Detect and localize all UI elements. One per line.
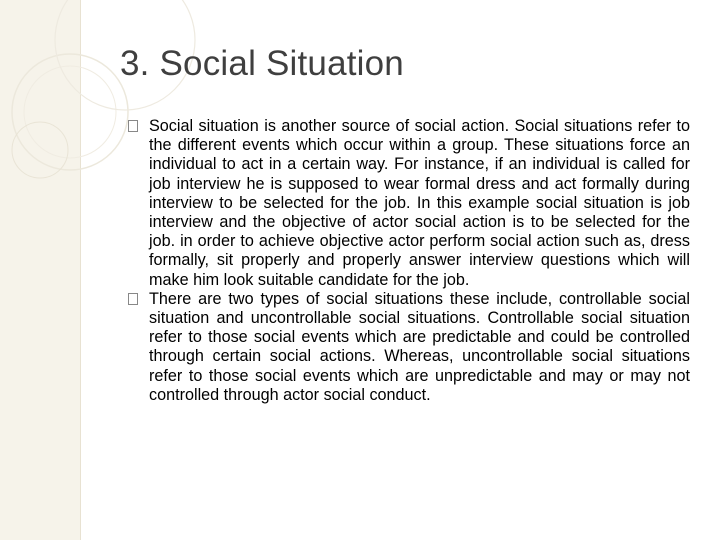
bullet-box-icon [128,120,138,132]
bullet-item [128,117,690,290]
bullet-text: Social situation is another source of social action. Social situations refer to the different events which occur within a group. These situations force an individual to act in a certain way. For instance, if an individual is called for job interview he is supposed to wear formal dress and act formally during interview to be selected for the job. In this example social situation is job interview and the objective of actor social action is to be selected for the job. in order to achieve objective actor perform social action such as, dress formally, sit properly and properly answer interview questions which will make him look suitable candidate for the job. [149,117,690,289]
bullet-item [128,290,690,405]
bullet-text: There are two types of social situations these include, controllable social situation and uncontrollable social situations. Controllable social situation refer to those social events which are predictable and could be controlled through certain social actions. Whereas, uncontrollable social situations refer to those social events which are unpredictable and may or may not controlled through actor social conduct. [149,289,690,404]
bullet-box-icon [128,293,138,305]
bullet-list [128,117,690,405]
slide-title: 3. Social Situation [120,44,404,83]
decorative-sidebar [0,0,81,540]
